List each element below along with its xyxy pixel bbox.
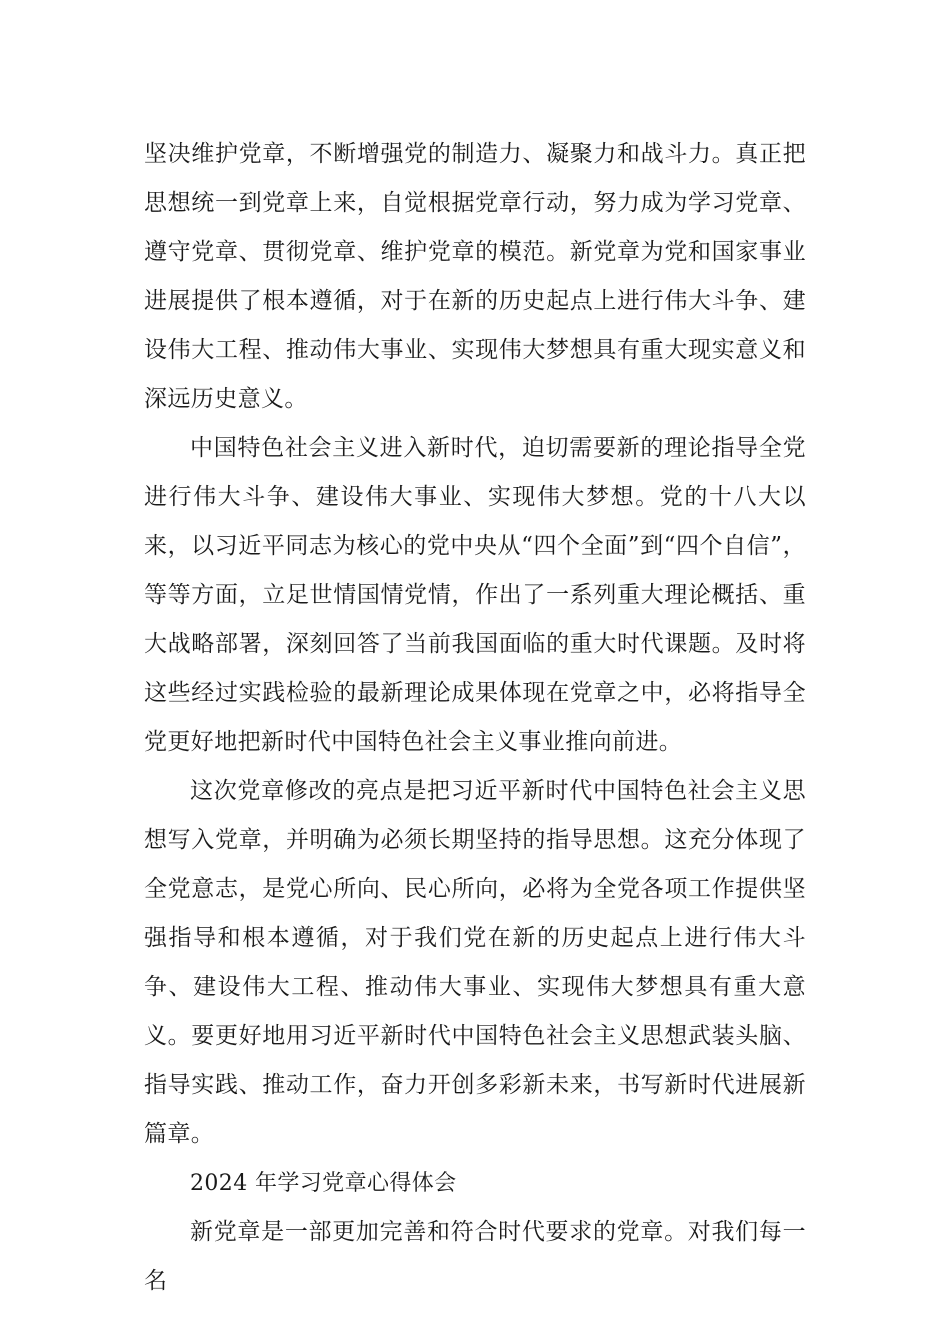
section-heading: 2024 年学习党章心得体会: [190, 1171, 457, 1196]
paragraph-2: 中国特色社会主义进入新时代，迫切需要新的理论指导全党进行伟大斗争、建设伟大事业、实现伟大梦想。党的十八大以来，以习近平同志为核心的党中央从“四个全面”到“四个自信”，等等方面，立足世情国情党情，作出了一系列重大理论概括、重大战略部署，深刻回答了当前我国面临的重大时代课题。及时将这些经过实践检验的最新理论成果体现在党章之中，必将指导全党更好地把新时代中国特色社会主义事业推向前进。: [144, 435, 806, 755]
document-body: [144, 130, 806, 1306]
paragraph-3: 这次党章修改的亮点是把习近平新时代中国特色社会主义思想写入党章，并明确为必须长期坚持的指导思想。这充分体现了全党意志，是党心所向、民心所向，必将为全党各项工作提供坚强指导和根本遵循，对于我们党在新的历史起点上进行伟大斗争、建设伟大工程、推动伟大事业、实现伟大梦想具有重大意义。要更好地用习近平新时代中国特色社会主义思想武装头脑、指导实践、推动工作，奋力开创多彩新未来，书写新时代进展新篇章。: [144, 778, 806, 1147]
paragraph-4: 新党章是一部更加完善和符合时代要求的党章。对我们每一名: [144, 1219, 806, 1294]
paragraph-1: 坚决维护党章，不断增强党的制造力、凝聚力和战斗力。真正把思想统一到党章上来，自觉根据党章行动，努力成为学习党章、遵守党章、贯彻党章、维护党章的模范。新党章为党和国家事业进展提供了根本遵循，对于在新的历史起点上进行伟大斗争、建设伟大工程、推动伟大事业、实现伟大梦想具有重大现实意义和深远历史意义。: [144, 141, 806, 412]
